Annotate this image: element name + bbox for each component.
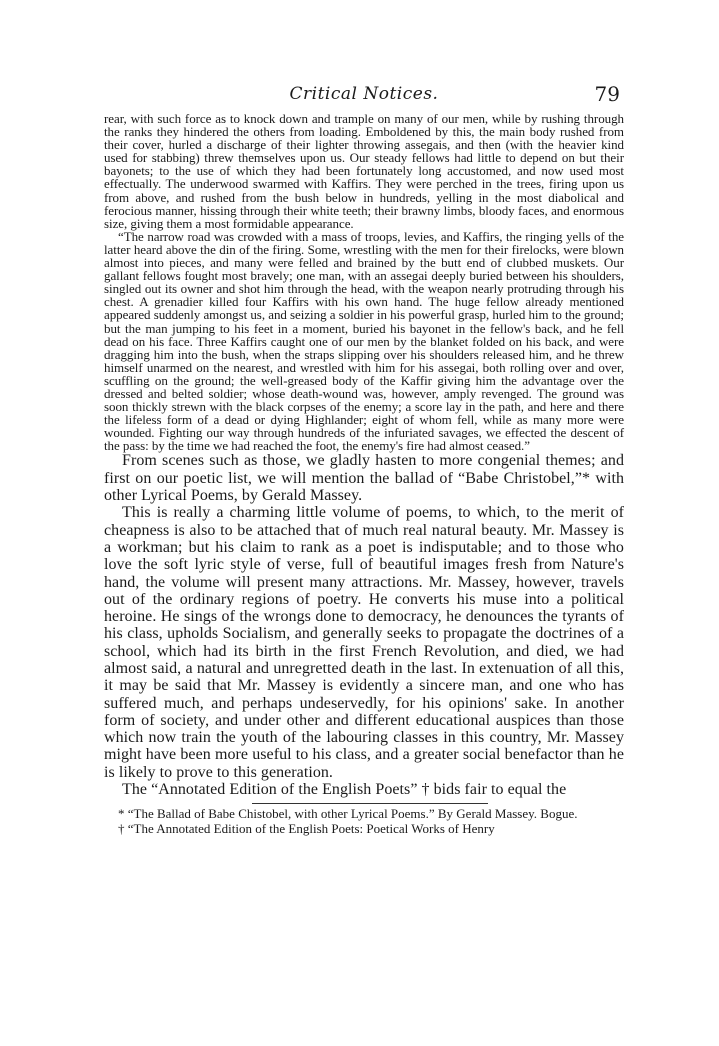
page-header (104, 82, 624, 110)
page (104, 82, 624, 837)
running-title: Critical Notices. (289, 84, 439, 104)
footnote: † “The Annotated Edition of the English Poets: Poetical Works of Henry (118, 820, 495, 836)
footnote: * “The Ballad of Babe Chistobel, with other Lyrical Poems.” By Gerald Massey. Bogue. (118, 806, 578, 822)
body-paragraph: From scenes such as those, we gladly hasten to more congenial themes; and first on our poetic list, we will mention the ballad of “Babe Christobel,”* with other Lyrical Poems, by Gerald Massey. (104, 452, 624, 505)
page-number: 79 (594, 82, 620, 106)
quote-paragraph: rear, with such force as to knock down and trample on many of our men, while by rushing through the ranks they hindered the others from loading. Emboldened by this, the main body rushed from their cover, hurled a discharge of their lighter throwing assegais, and then (with the heavier kind used for stabbing) threw themselves upon us. Our steady fellows had little to depend on but their bayonets; to the use of which they had been fortunately long accustomed, and now used most effectually. The underwood swarmed with Kaffirs. They were perched in the trees, firing upon us from above, and rushed from the bush below in hundreds, yelling in the most diabolical and ferocious manner, hissing through their white teeth; their brawny limbs, bloody faces, and enormous size, giving them a most formidable appearance. (104, 111, 624, 231)
footnotes (104, 807, 624, 836)
main-text (104, 112, 624, 798)
body-paragraph: The “Annotated Edition of the English Poets” † bids fair to equal the (122, 781, 567, 799)
footnote-divider (252, 803, 488, 804)
quote-paragraph: “The narrow road was crowded with a mass of troops, levies, and Kaffirs, the ringing yells of the latter heard above the din of the firing. Some, wrestling with the men for their firelocks, were blown almost into pieces, and many were felled and brained by the butt end of clubbed muskets. Our gallant fellows fought most bravely; one man, with an assegai deeply buried between his shoulders, singled out its owner and shot him through the head, with the weapon nearly protruding through his chest. A grenadier killed four Kaffirs with his own hand. The huge fellow already mentioned appeared suddenly amongst us, and seizing a soldier in his powerful grasp, hurled him to the ground; but the man jumping to his feet in a moment, buried his bayonet in the fellow's back, and he fell dead on his face. Three Kaffirs caught one of our men by the blanket folded on his back, and were dragging him into the bush, when the straps slipping over his shoulders released him, and he threw himself unarmed on the nearest, and wrestled with him for his assegai, both rolling over and over, scuffling on the ground; the well-greased body of the Kaffir giving him the advantage over the dressed and belted soldier; whose death-wound was, however, amply revenged. The ground was soon thickly strewn with the black corpses of the enemy; a score lay in the path, and here and there the lifeless form of a dead or dying Highlander; eight of whom fell, while as many more were wounded. Fighting our way through hundreds of the infuriated savages, we effected the descent of the pass: by the time we had reached the foot, the enemy's fire had almost ceased.” (104, 228, 624, 454)
body-paragraph: This is really a charming little volume of poems, to which, to the merit of cheapness is also to be attached that of much real natural beauty. Mr. Massey is a workman; but his claim to rank as a poet is indisputable; and to those who love the soft lyric style of verse, full of beautiful images fresh from Nature's hand, the volume will present many attractions. Mr. Massey, however, travels out of the ordinary regions of poetry. He converts his muse into a political heroine. He sings of the wrongs done to democracy, he denounces the tyrants of his class, upholds Socialism, and generally seeks to propagate the doctrines of a school, which had its birth in the first French Revolution, and died, we had almost said, a natural and unregretted death in the last. In extenuation of all this, it may be said that Mr. Massey is evidently a sincere man, and one who has suffered much, and perhaps undeservedly, for his opinions' sake. In another form of society, and under other and different educational auspices than those which now train the youth of the labouring classes in this country, Mr. Massey might have been more useful to his class, and a greater social benefactor than he is likely to prove to this generation. (104, 504, 624, 781)
